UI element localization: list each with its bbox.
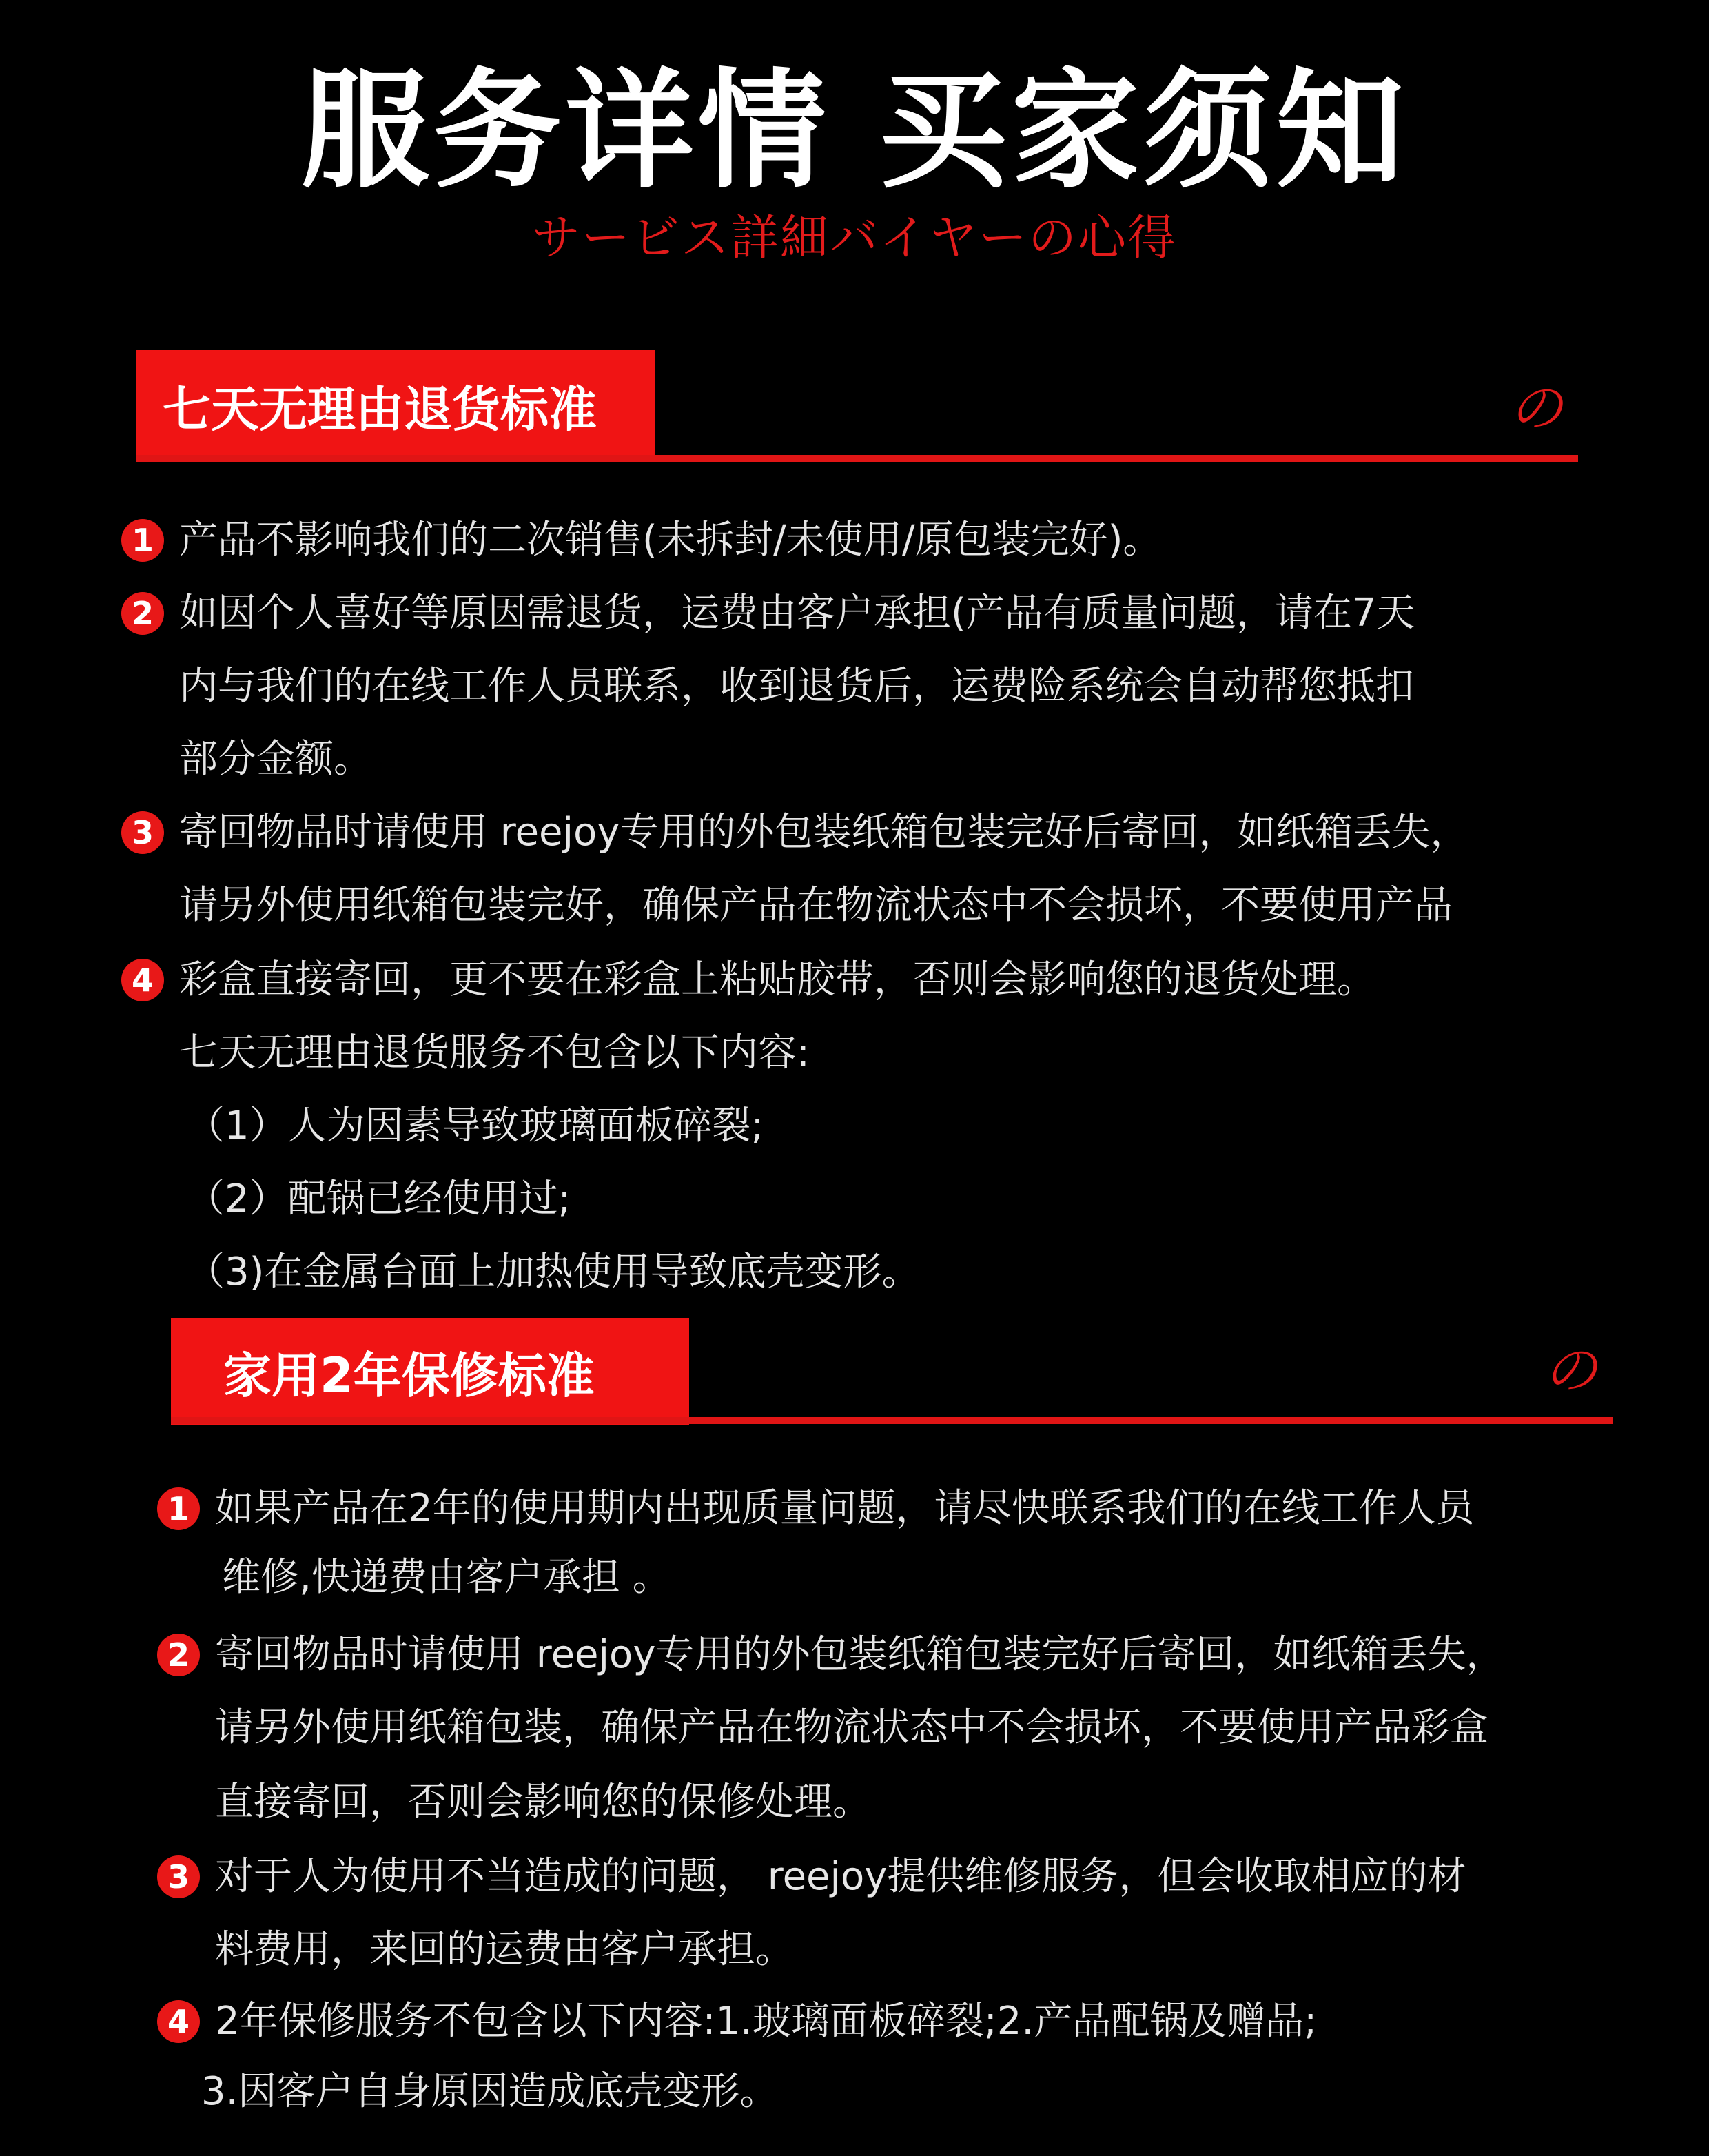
section1-exclusion-item: （2）配锅已经使用过; (186, 1177, 571, 1221)
page-title: 服务详情 买家须知 (300, 56, 1409, 205)
section2-line: 寄回物品时请使用 reejoy专用的外包装纸箱包装完好后寄回，如纸箱丢失， (215, 1632, 1505, 1677)
section2-title-tab (171, 1318, 689, 1425)
section2-line: 2年保修服务不包含以下内容:1.玻璃面板碎裂;2.产品配锅及赠品; (215, 1999, 1318, 2044)
section2-line: 3.因客户自身原因造成底壳变形。 (201, 2069, 779, 2114)
section1-exclusion-item: （3)在金属台面上加热使用导致底壳变形。 (186, 1250, 921, 1294)
section2-badge-1: 1 (157, 1487, 200, 1530)
page-subtitle: サービス詳細バイヤーの心得 (532, 210, 1177, 266)
section1-badge-3: 3 (121, 811, 164, 854)
section2-badge-2: 2 (157, 1634, 200, 1676)
section2-line: 维修,快递费由客户承担 。 (222, 1555, 671, 1600)
section1-line: 寄回物品时请使用 reejoy专用的外包装纸箱包装完好后寄回，如纸箱丢失， (179, 810, 1469, 855)
section2-line: 如果产品在2年的使用期内出现质量问题，请尽快联系我们的在线工作人员 (215, 1486, 1475, 1531)
section2-line: 直接寄回，否则会影响您的保修处理。 (215, 1780, 871, 1824)
section1-line: 请另外使用纸箱包装完好，确保产品在物流状态中不会损坏，不要使用产品 (179, 883, 1453, 928)
section1-line: 内与我们的在线工作人员联系，收到退货后，运费险系统会自动帮您抵扣 (179, 664, 1414, 709)
section1-exclusions-heading: 七天无理由退货服务不包含以下内容: (179, 1030, 810, 1075)
section1-line: 产品不影响我们的二次销售(未拆封/未使用/原包装完好)。 (179, 518, 1162, 562)
section1-title-tab (136, 350, 655, 460)
section2-line: 请另外使用纸箱包装，确保产品在物流状态中不会损坏，不要使用产品彩盒 (215, 1705, 1488, 1750)
section1-mark: の (1509, 378, 1564, 440)
section2-badge-3: 3 (157, 1855, 200, 1898)
section1-line: 部分金额。 (179, 737, 372, 782)
section2-line: 对于人为使用不当造成的问题， reejoy提供维修服务，但会收取相应的材 (215, 1854, 1466, 1899)
section1-title: 七天无理由退货标准 (163, 380, 597, 438)
section2-divider (171, 1417, 1613, 1424)
section1-line: 彩盒直接寄回，更不要在彩盒上粘贴胶带，否则会影响您的退货处理。 (179, 957, 1375, 1002)
section1-badge-4: 4 (121, 959, 164, 1001)
section2-badge-4: 4 (157, 2000, 200, 2043)
section1-divider (136, 455, 1578, 462)
section1-exclusion-item: （1）人为因素导致玻璃面板碎裂; (186, 1104, 764, 1148)
section2-title: 家用2年保修标准 (223, 1347, 595, 1404)
section1-line: 如因个人喜好等原因需退货，运费由客户承担(产品有质量问题，请在7天 (179, 591, 1415, 635)
section1-badge-1: 1 (121, 519, 164, 562)
section1-badge-2: 2 (121, 592, 164, 635)
section2-mark: の (1544, 1340, 1598, 1402)
section2-line: 料费用，来回的运费由客户承担。 (215, 1927, 794, 1972)
